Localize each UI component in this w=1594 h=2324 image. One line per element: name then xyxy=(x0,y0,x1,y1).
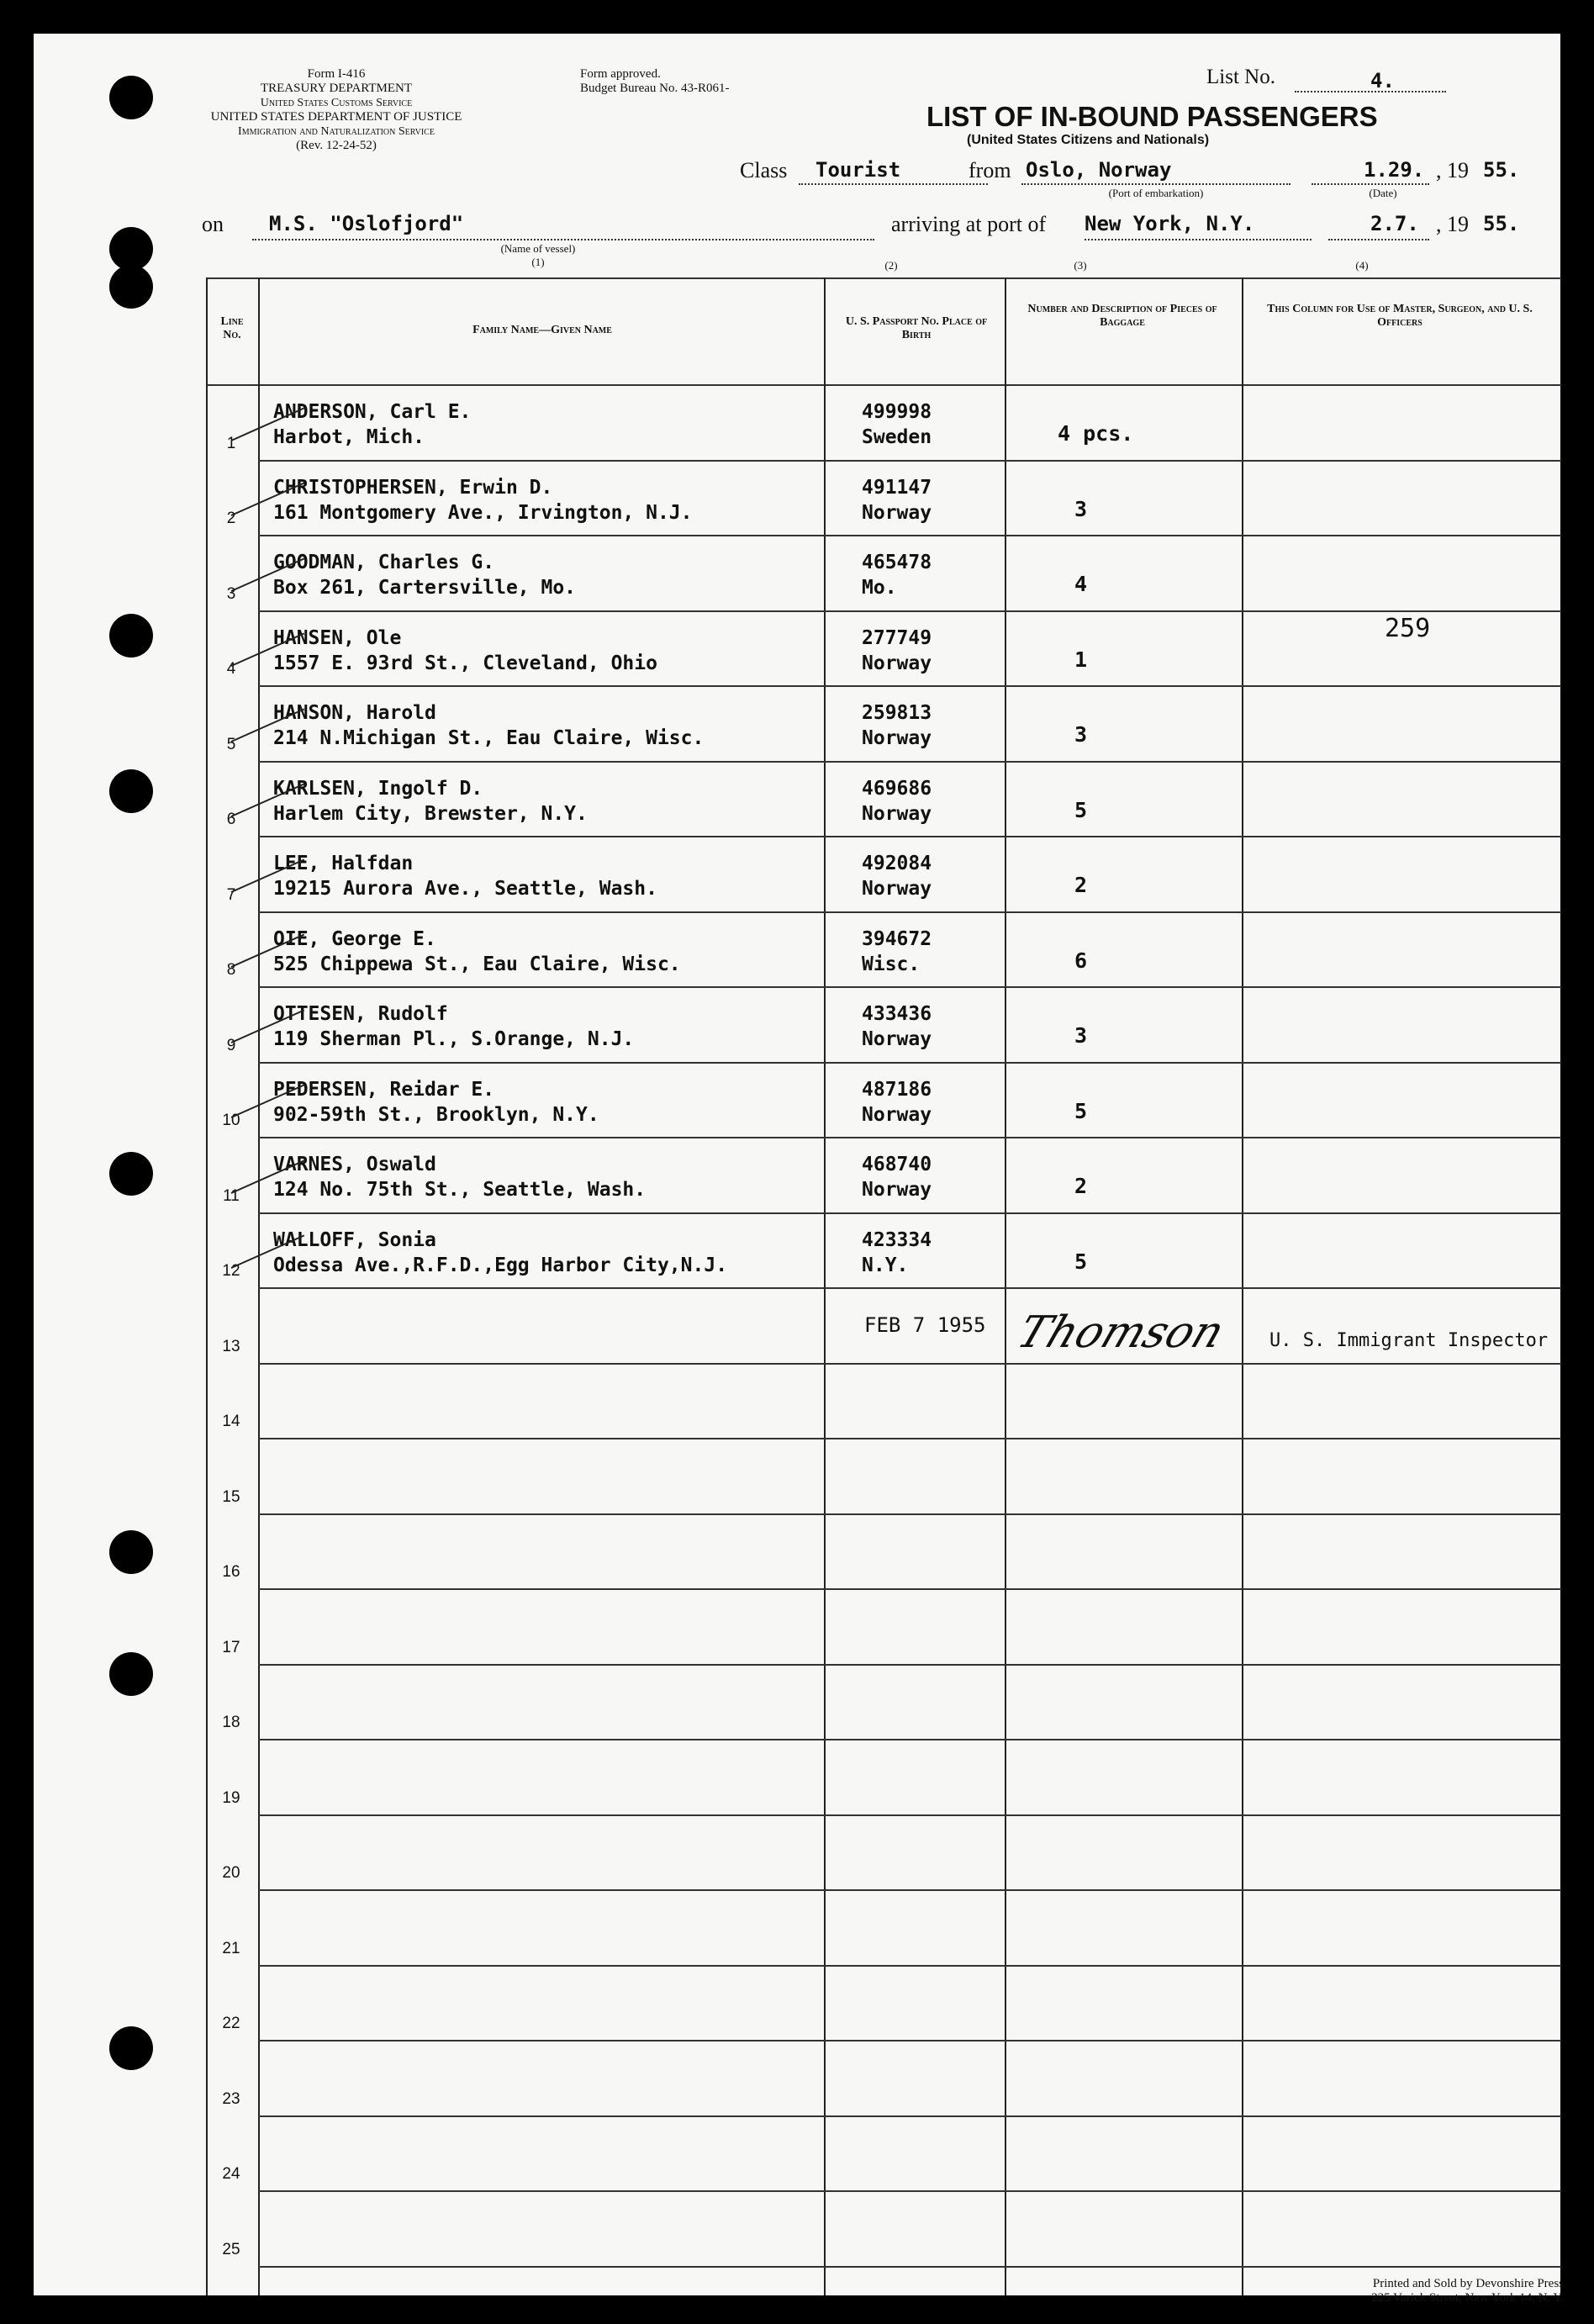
list-no-label: List No. xyxy=(1206,66,1275,88)
printer-line-2: 225 Varick Street, New York 14, N. Y. xyxy=(1371,2291,1564,2305)
passport-number: 259813 xyxy=(862,702,932,724)
printer-line-1: Printed and Sold by Devonshire Press xyxy=(1372,2277,1564,2290)
line-number: 9 xyxy=(226,1036,236,1054)
place-of-birth: Norway xyxy=(862,1103,932,1126)
punch-hole xyxy=(109,614,153,658)
baggage-count: 1 xyxy=(1074,647,1088,672)
passport-number: 492084 xyxy=(862,853,932,874)
place-of-birth: Sweden xyxy=(862,426,932,448)
line-number: 7 xyxy=(226,885,236,904)
place-of-birth: Norway xyxy=(862,1179,932,1201)
customs-service: United States Customs Service xyxy=(260,97,413,109)
line-number: 5 xyxy=(226,735,236,753)
place-of-birth: Norway xyxy=(862,1028,932,1050)
table-top-border xyxy=(206,277,1561,279)
line-number: 23 xyxy=(222,2089,240,2108)
passenger-name: VARNES, Oswald xyxy=(273,1154,436,1175)
passport-number: 433436 xyxy=(862,1003,932,1025)
header-baggage: Number and Description of Pieces of Baggage xyxy=(1027,303,1217,329)
passport-cell xyxy=(862,399,932,450)
baggage-count: 5 xyxy=(1074,1098,1088,1123)
passenger-address: 214 N.Michigan St., Eau Claire, Wisc. xyxy=(273,727,705,749)
col3-number: (3) xyxy=(1074,259,1087,272)
form-subtitle: (United States Citizens and Nationals) xyxy=(967,133,1210,147)
passenger-table xyxy=(206,277,1561,2295)
port-embarkation-caption: (Port of embarkation) xyxy=(1108,187,1204,199)
passport-cell xyxy=(862,550,932,600)
passenger-name-cell xyxy=(273,550,576,600)
departure-date-value: 1.29. xyxy=(1364,158,1425,182)
line-number: 17 xyxy=(222,1638,240,1656)
inspector-signature: Thomson xyxy=(1011,1307,1232,1358)
passenger-name-cell xyxy=(273,475,693,526)
passenger-name-cell xyxy=(273,776,588,827)
table-row xyxy=(206,1739,1561,1814)
punch-hole xyxy=(109,1152,153,1196)
place-of-birth: Norway xyxy=(862,727,932,749)
passenger-name: ANDERSON, Carl E. xyxy=(273,401,472,423)
table-row xyxy=(206,911,1561,987)
table-row xyxy=(206,460,1561,536)
passport-number: 423334 xyxy=(862,1228,932,1251)
table-row xyxy=(206,1513,1561,1589)
form-page xyxy=(34,34,1564,2305)
inspection-date-stamp: FEB 7 1955 xyxy=(864,1313,986,1337)
passenger-address: Box 261, Cartersville, Mo. xyxy=(273,577,577,599)
row-divider xyxy=(258,2266,1561,2268)
line-number: 13 xyxy=(222,1337,240,1355)
line-number: 20 xyxy=(222,1864,240,1882)
year-1: 55. xyxy=(1483,158,1520,182)
arrival-date-underline xyxy=(1328,239,1429,240)
baggage-count: 6 xyxy=(1074,948,1088,973)
table-row xyxy=(206,384,1561,460)
line-number: 22 xyxy=(222,2015,240,2032)
class-value: Tourist xyxy=(815,158,901,182)
line-number: 2 xyxy=(226,510,236,527)
passport-number: 487186 xyxy=(862,1078,932,1101)
year-2: 55. xyxy=(1483,212,1520,235)
header-name: Family Name—Given Name xyxy=(472,324,612,336)
punch-hole xyxy=(109,265,153,309)
passport-cell xyxy=(862,776,932,827)
from-underline xyxy=(1021,183,1291,185)
passport-number: 491147 xyxy=(862,476,932,499)
list-no-value: 4. xyxy=(1370,69,1395,92)
header-line-no: Line No. xyxy=(220,315,244,341)
inspector-title: U. S. Immigrant Inspector xyxy=(1269,1330,1549,1351)
table-row xyxy=(206,1438,1561,1513)
line-number: 25 xyxy=(222,2240,240,2258)
place-of-birth: Norway xyxy=(862,878,932,900)
passenger-address: 19215 Aurora Ave., Seattle, Wash. xyxy=(273,878,657,900)
vessel-caption: (Name of vessel) (1) xyxy=(500,242,576,268)
line-number: 15 xyxy=(222,1487,240,1506)
table-row xyxy=(206,1137,1561,1212)
form-title: LIST OF IN-BOUND PASSENGERS xyxy=(926,101,1378,132)
passport-cell xyxy=(862,851,932,901)
baggage-count: 5 xyxy=(1074,797,1088,822)
form-agency-block xyxy=(202,67,471,153)
year-prefix-1: , 19 xyxy=(1436,158,1469,182)
passenger-name: OTTESEN, Rudolf xyxy=(273,1003,448,1025)
passenger-address: Harbot, Mich. xyxy=(273,426,425,448)
passenger-name: HANSON, Harold xyxy=(273,702,436,724)
year-prefix-2: , 19 xyxy=(1436,212,1469,236)
passenger-address: Harlem City, Brewster, N.Y. xyxy=(273,802,588,825)
line-number: 3 xyxy=(226,584,236,603)
table-row xyxy=(206,761,1561,837)
table-row xyxy=(206,2190,1561,2266)
line-number: 11 xyxy=(223,1186,240,1205)
passenger-name: WALLOFF, Sonia xyxy=(273,1228,436,1251)
passenger-name: LEE, Halfdan xyxy=(273,853,414,874)
line-number: 14 xyxy=(222,1413,240,1430)
arrival-date-value: 2.7. xyxy=(1370,212,1419,235)
baggage-count: 4 xyxy=(1074,572,1088,596)
line-number: 1 xyxy=(226,434,236,452)
passport-number: 499998 xyxy=(862,401,932,423)
table-row xyxy=(206,836,1561,911)
arrival-port-value: New York, N.Y. xyxy=(1085,212,1255,235)
passenger-name-cell xyxy=(273,1077,599,1128)
passenger-name: KARLSEN, Ingolf D. xyxy=(273,777,483,800)
table-row xyxy=(206,1889,1561,1965)
printer-imprint xyxy=(1127,2277,1564,2306)
passport-number: 465478 xyxy=(862,552,932,573)
baggage-count: 2 xyxy=(1074,1174,1088,1198)
port-embarkation-value: Oslo, Norway xyxy=(1026,158,1172,182)
dept-justice: UNITED STATES DEPARTMENT OF JUSTICE xyxy=(210,110,462,124)
baggage-count: 3 xyxy=(1074,496,1088,521)
passenger-address: 124 No. 75th St., Seattle, Wash. xyxy=(273,1179,647,1201)
table-row xyxy=(206,1588,1561,1664)
passport-cell xyxy=(862,1077,932,1128)
header-passport: U. S. Passport No. Place of Birth xyxy=(845,315,988,341)
passenger-name-cell xyxy=(273,700,704,751)
passenger-name-cell xyxy=(273,626,657,676)
table-row xyxy=(206,610,1561,686)
passenger-name: GOODMAN, Charles G. xyxy=(273,552,495,573)
punch-hole xyxy=(109,76,153,119)
punch-hole xyxy=(109,769,153,813)
table-row xyxy=(206,535,1561,610)
form-number: Form I-416 xyxy=(307,67,366,81)
passenger-name: OIE, George E. xyxy=(273,927,436,950)
passport-number: 277749 xyxy=(862,626,932,649)
line-number: 19 xyxy=(222,1788,240,1807)
date-underline xyxy=(1312,183,1429,185)
baggage-count: 4 pcs. xyxy=(1058,421,1134,446)
table-row xyxy=(206,1062,1561,1138)
line-number: 24 xyxy=(222,2165,240,2183)
passport-cell xyxy=(862,1152,932,1202)
passport-cell xyxy=(862,927,932,977)
table-row xyxy=(206,685,1561,761)
passenger-name-cell xyxy=(273,1228,727,1278)
arriving-label: arriving at port of xyxy=(891,212,1047,236)
table-row xyxy=(206,1664,1561,1740)
passport-cell xyxy=(862,1001,932,1052)
passport-number: 468740 xyxy=(862,1154,932,1175)
passenger-name-cell xyxy=(273,1152,646,1202)
passenger-address: 1557 E. 93rd St., Cleveland, Ohio xyxy=(273,652,657,674)
header-officers: This Column for Use of Master, Surgeon, and U. S. Officers xyxy=(1267,303,1533,329)
place-of-birth: Norway xyxy=(862,501,932,524)
line-number: 4 xyxy=(226,660,236,678)
from-label: from xyxy=(969,158,1011,182)
line-number: 21 xyxy=(222,1939,240,1957)
line-number: 8 xyxy=(226,961,236,979)
vessel-underline xyxy=(252,239,874,240)
dept-treasury: TREASURY DEPARTMENT xyxy=(260,82,413,95)
passport-number: 394672 xyxy=(862,927,932,950)
line-number: 12 xyxy=(222,1262,240,1280)
place-of-birth: Mo. xyxy=(862,577,897,599)
class-label: Class xyxy=(740,158,788,182)
place-of-birth: Wisc. xyxy=(862,953,921,975)
baggage-count: 3 xyxy=(1074,722,1088,747)
table-row xyxy=(206,2040,1561,2115)
passport-cell xyxy=(862,700,932,751)
class-underline xyxy=(799,183,988,185)
budget-bureau-text: Budget Bureau No. 43-R061- xyxy=(580,82,730,95)
passport-cell xyxy=(862,475,932,526)
table-row xyxy=(206,2115,1561,2191)
passenger-name: HANSEN, Ole xyxy=(273,626,402,649)
passenger-address: Odessa Ave.,R.F.D.,Egg Harbor City,N.J. xyxy=(273,1254,728,1276)
punch-hole xyxy=(109,2026,153,2070)
passenger-name-cell xyxy=(273,851,657,901)
line-number: 16 xyxy=(222,1563,240,1581)
ins-service: Immigration and Naturalization Service xyxy=(238,125,435,138)
date-caption: (Date) xyxy=(1369,187,1397,199)
vessel-name: M.S. "Oslofjord" xyxy=(269,212,464,235)
line-number: 6 xyxy=(226,811,236,828)
place-of-birth: Norway xyxy=(862,652,932,674)
place-of-birth: Norway xyxy=(862,802,932,825)
passenger-name-cell xyxy=(273,1001,634,1052)
passport-cell xyxy=(862,626,932,676)
baggage-count: 5 xyxy=(1074,1249,1088,1274)
passenger-name: PEDERSEN, Reidar E. xyxy=(273,1078,495,1101)
baggage-count: 2 xyxy=(1074,873,1088,897)
table-row xyxy=(206,1212,1561,1288)
place-of-birth: N.Y. xyxy=(862,1254,909,1276)
passenger-address: 119 Sherman Pl., S.Orange, N.J. xyxy=(273,1028,635,1050)
form-approved-text: Form approved. xyxy=(580,67,661,81)
arrival-port-underline xyxy=(1085,239,1312,240)
passenger-address: 161 Montgomery Ave., Irvington, N.J. xyxy=(273,501,693,524)
passport-cell xyxy=(862,1228,932,1278)
passenger-address: 902-59th St., Brooklyn, N.Y. xyxy=(273,1103,599,1126)
officer-note-number: 259 xyxy=(1385,614,1431,643)
table-row xyxy=(206,1363,1561,1439)
passenger-name-cell xyxy=(273,927,681,977)
on-label: on xyxy=(202,212,224,236)
punch-hole xyxy=(109,1530,153,1574)
revision-date: (Rev. 12-24-52) xyxy=(296,139,377,152)
col4-number: (4) xyxy=(1355,259,1369,272)
line-number: 18 xyxy=(222,1714,240,1731)
form-approval xyxy=(580,67,729,96)
line-number: 10 xyxy=(222,1112,240,1129)
passenger-name: CHRISTOPHERSEN, Erwin D. xyxy=(273,476,553,499)
passenger-address: 525 Chippewa St., Eau Claire, Wisc. xyxy=(273,953,681,975)
punch-hole xyxy=(109,1652,153,1696)
table-row xyxy=(206,1965,1561,2041)
table-row xyxy=(206,1814,1561,1890)
baggage-count: 3 xyxy=(1074,1023,1088,1048)
table-row xyxy=(206,986,1561,1062)
passport-number: 469686 xyxy=(862,777,932,800)
col2-number: (2) xyxy=(884,259,898,272)
